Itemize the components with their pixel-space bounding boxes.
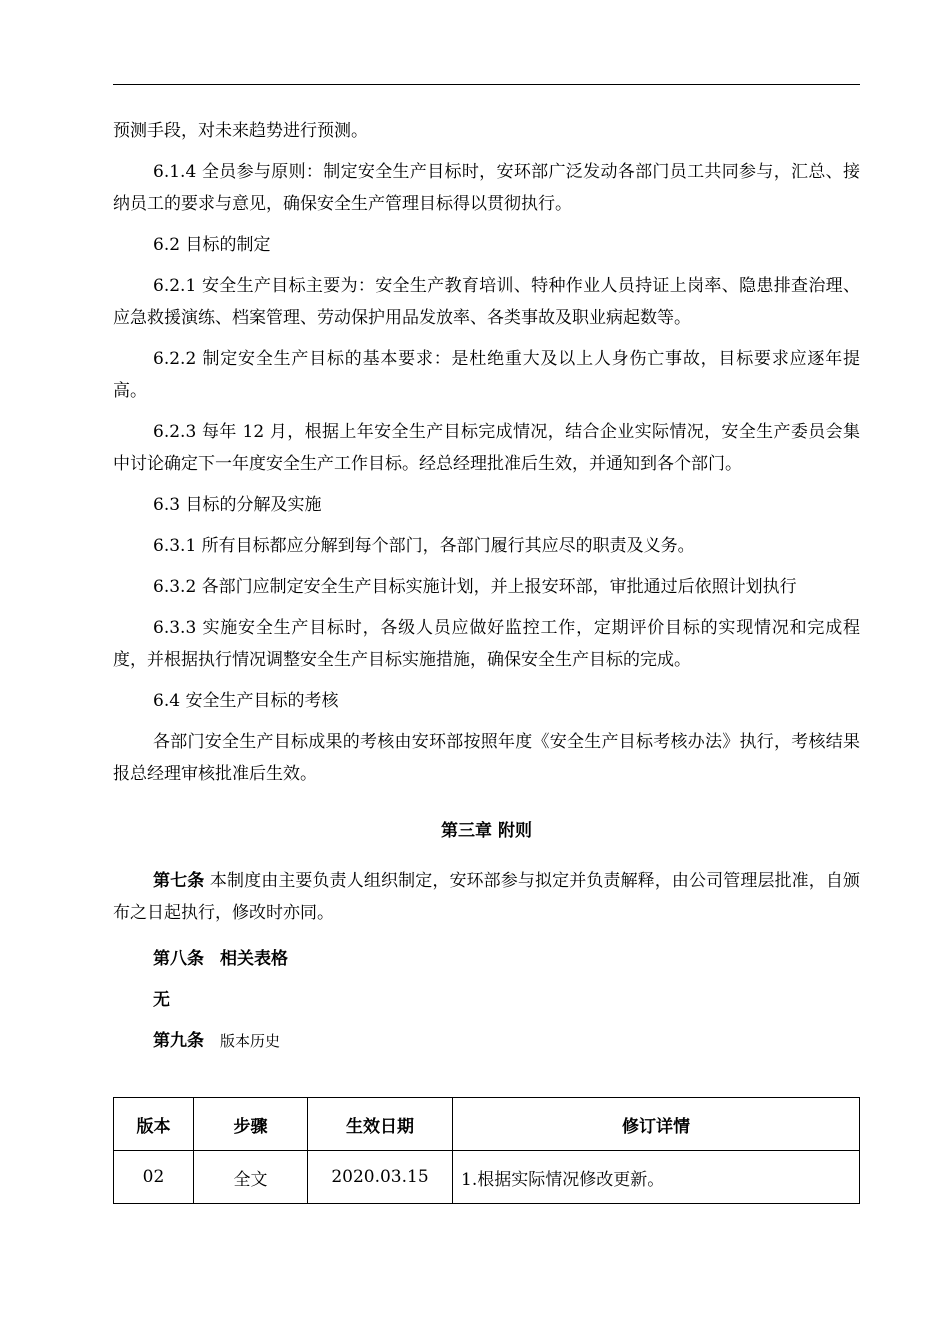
article-9 — [113, 1025, 860, 1057]
document-body — [113, 115, 860, 1066]
table-header-row — [114, 1098, 860, 1151]
paragraph: 各部门安全生产目标成果的考核由安环部按照年度《安全生产目标考核办法》执行，考核结果报总经理审核批准后生效。 — [113, 732, 860, 784]
paragraph: 6.2.1 安全生产目标主要为：安全生产教育培训、特种作业人员持证上岗率、隐患排查治理、应急救援演练、档案管理、劳动保护用品发放率、各类事故及职业病起数等。 — [113, 276, 860, 328]
article-7-label: 第七条 — [153, 871, 205, 891]
article-8 — [113, 943, 860, 975]
table-row — [114, 1151, 860, 1204]
article-8-title: 相关表格 — [220, 949, 288, 969]
article-9-title: 版本历史 — [220, 1032, 281, 1050]
paragraph: 6.1.4 全员参与原则：制定安全生产目标时，安环部广泛发动各部门员工共同参与，汇总、接纳员工的要求与意见，确保安全生产管理目标得以贯彻执行。 — [113, 162, 860, 214]
version-history-table — [113, 1097, 860, 1204]
table-cell-details: 1.根据实际情况修改更新。 — [453, 1151, 860, 1204]
paragraph: 预测手段，对未来趋势进行预测。 — [113, 121, 368, 141]
table-header: 步骤 — [194, 1098, 308, 1151]
article-7-text: 本制度由主要负责人组织制定，安环部参与拟定并负责解释，由公司管理层批准，自颁布之日起执行，修改时亦同。 — [113, 871, 861, 923]
table-header: 生效日期 — [308, 1098, 453, 1151]
section-heading: 6.3 目标的分解及实施 — [153, 495, 322, 515]
article-9-label: 第九条 — [153, 1031, 204, 1051]
table-cell-step: 全文 — [194, 1151, 308, 1204]
header-rule — [113, 84, 860, 85]
table-cell-version: 02 — [114, 1151, 194, 1204]
paragraph: 6.3.1 所有目标都应分解到每个部门，各部门履行其应尽的职责及义务。 — [153, 536, 695, 556]
table-cell-date: 2020.03.15 — [308, 1151, 453, 1204]
paragraph: 6.2.3 每年 12 月，根据上年安全生产目标完成情况，结合企业实际情况，安全生产委员会集中讨论确定下一年度安全生产工作目标。经总经理批准后生效，并通知到各个部门。 — [113, 422, 860, 474]
table-header: 版本 — [114, 1098, 194, 1151]
section-heading: 6.2 目标的制定 — [153, 235, 271, 255]
paragraph: 6.3.3 实施安全生产目标时，各级人员应做好监控工作，定期评价目标的实现情况和完成程度，并根据执行情况调整安全生产目标实施措施，确保安全生产目标的完成。 — [113, 618, 860, 670]
table-header: 修订详情 — [453, 1098, 860, 1151]
chapter-title: 第三章 附则 — [441, 821, 532, 841]
article-8-label: 第八条 — [153, 949, 204, 969]
article-8-value: 无 — [153, 990, 170, 1010]
article-7 — [113, 865, 860, 929]
paragraph: 6.2.2 制定安全生产目标的基本要求：是杜绝重大及以上人身伤亡事故，目标要求应逐年提高。 — [113, 349, 860, 401]
paragraph: 6.3.2 各部门应制定安全生产目标实施计划，并上报安环部，审批通过后依照计划执行 — [153, 577, 797, 597]
section-heading: 6.4 安全生产目标的考核 — [153, 691, 339, 711]
